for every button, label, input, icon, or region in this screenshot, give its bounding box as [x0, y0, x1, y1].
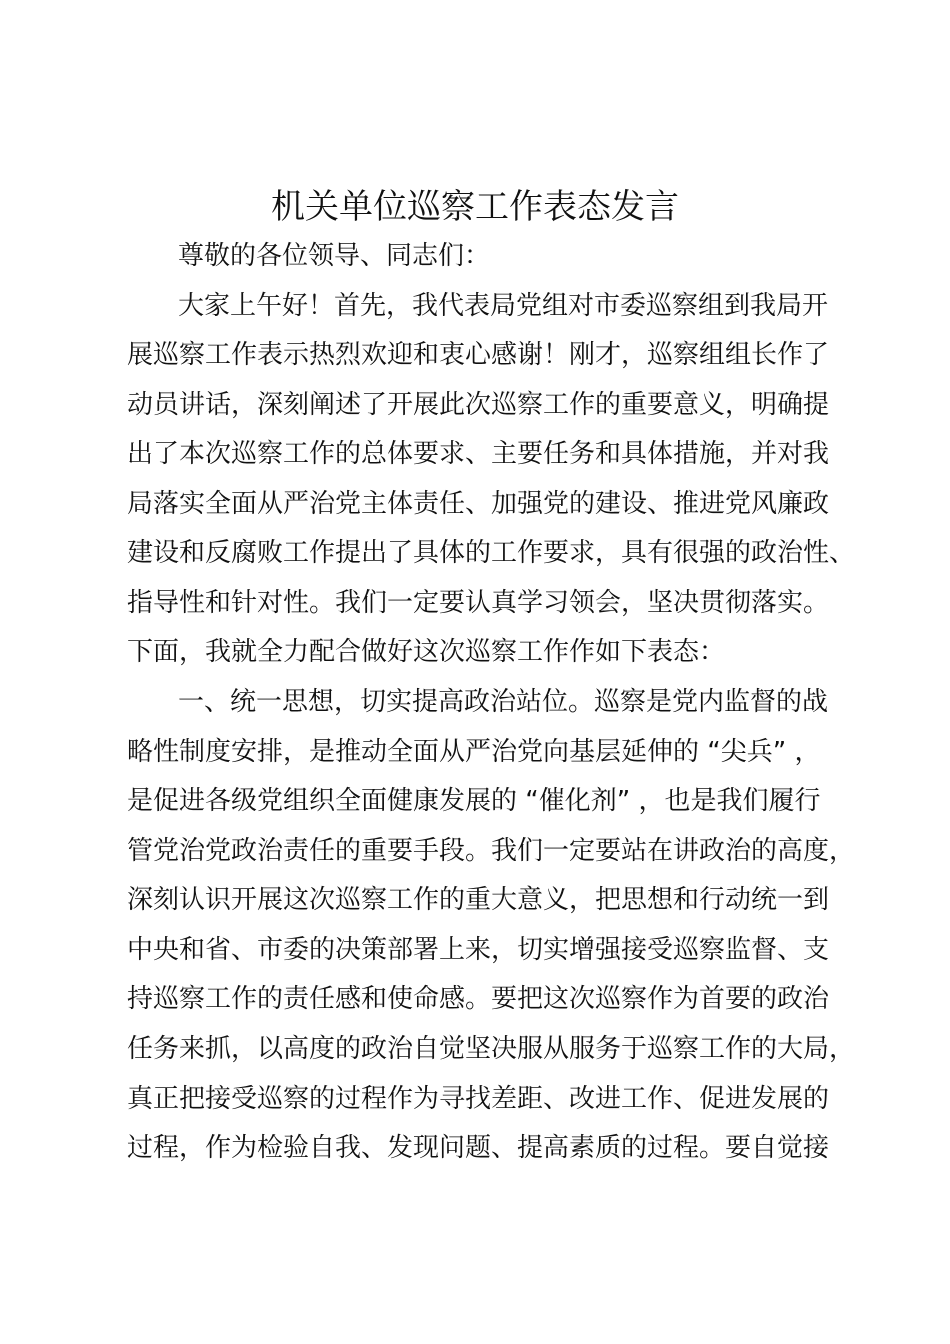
body-line: 出了本次巡察工作的总体要求、主要任务和具体措施，并对我	[127, 439, 830, 469]
body-line: 指导性和针对性。我们一定要认真学习领会，坚决贯彻落实。	[127, 588, 830, 618]
body-line: 是促进各级党组织全面健康发展的 “催化剂” ，也是我们履行	[127, 786, 821, 816]
body-line: 建设和反腐败工作提出了具体的工作要求，具有很强的政治性、	[127, 538, 856, 568]
body-line: 局落实全面从严治党主体责任、加强党的建设、推进党风廉政	[127, 489, 830, 519]
body-line: 中央和省、市委的决策部署上来，切实增强接受巡察监督、支	[127, 935, 830, 965]
body-line: 过程，作为检验自我、发现问题、提高素质的过程。要自觉接	[127, 1133, 830, 1163]
body-line: 下面，我就全力配合做好这次巡察工作作如下表态：	[127, 637, 726, 667]
body-line: 任务来抓，以高度的政治自觉坚决服从服务于巡察工作的大局，	[127, 1034, 856, 1064]
body-line: 略性制度安排，是推动全面从严治党向基层延伸的 “尖兵” ，	[127, 737, 821, 767]
body-line: 真正把接受巡察的过程作为寻找差距、改进工作、促进发展的	[127, 1084, 830, 1114]
body-line: 展巡察工作表示热烈欢迎和衷心感谢！刚才，巡察组组长作了	[127, 340, 830, 370]
body-line: 动员讲话，深刻阐述了开展此次巡察工作的重要意义，明确提	[127, 390, 830, 420]
body-line: 深刻认识开展这次巡察工作的重大意义，把思想和行动统一到	[127, 885, 830, 915]
document-title: 机关单位巡察工作表态发言	[271, 187, 679, 227]
body-line: 管党治党政治责任的重要手段。我们一定要站在讲政治的高度，	[127, 836, 856, 866]
salutation-line: 尊敬的各位领导、同志们：	[178, 241, 491, 271]
section-one-line: 一、统一思想，切实提高政治站位。巡察是党内监督的战	[178, 687, 829, 717]
body-line: 持巡察工作的责任感和使命感。要把这次巡察作为首要的政治	[127, 984, 830, 1014]
body-line: 大家上午好！首先，我代表局党组对市委巡察组到我局开	[178, 291, 829, 321]
